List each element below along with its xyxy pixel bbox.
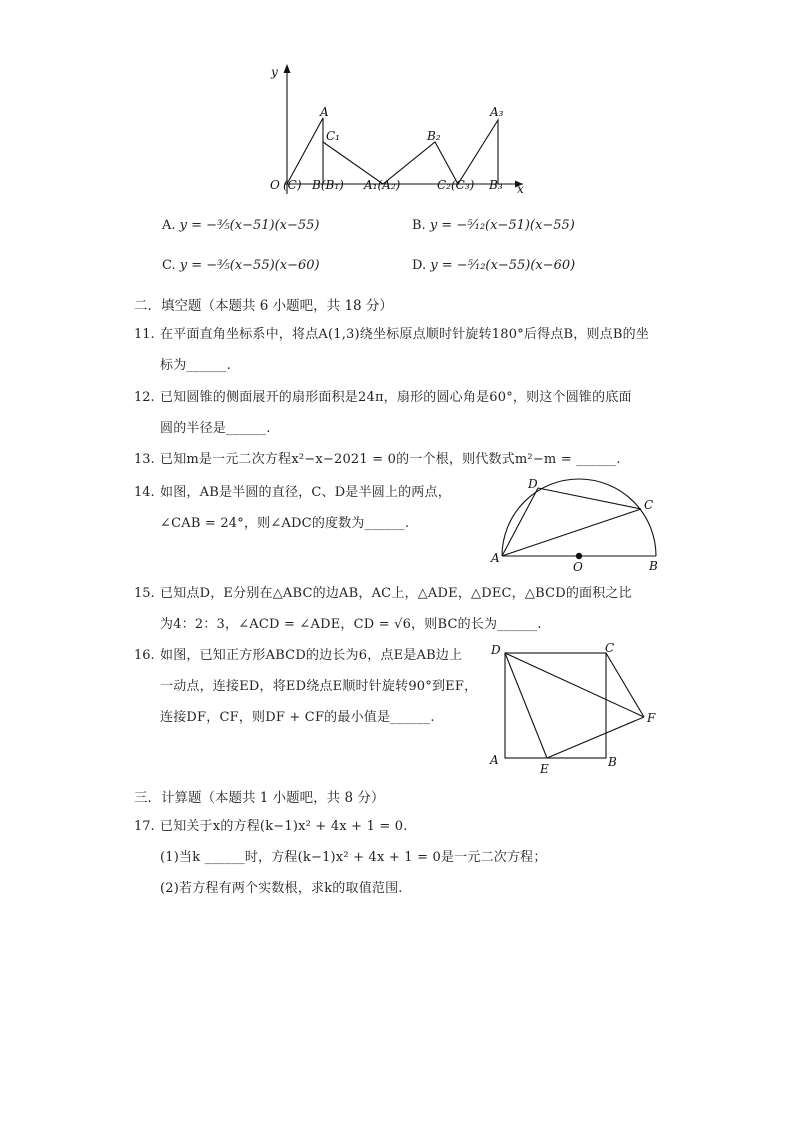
- choice-a-text: y = −³⁄₅(x−51)(x−55): [179, 218, 320, 233]
- q16-label-e: E: [540, 762, 549, 776]
- q13-line1: 已知m是一元二次方程x²−x−2021 = 0的一个根，则代数式m²−m = ______.: [160, 452, 621, 467]
- choice-c-text: y = −³⁄₅(x−55)(x−60): [179, 258, 320, 273]
- q16-line2: 一动点，连接ED，将ED绕点E顺时针旋转90°到EF，: [160, 679, 478, 694]
- q14-semicircle-figure: [486, 474, 676, 574]
- q16-label-b: B: [608, 755, 617, 769]
- triangle-oab: [287, 118, 323, 184]
- choice-b[interactable]: [412, 218, 575, 233]
- segment-df: [505, 653, 644, 717]
- center-point-o: [576, 553, 582, 559]
- point-b-b1-label: B(B₁): [312, 178, 344, 192]
- q11-number: 11.: [134, 327, 155, 342]
- q14-label-d: D: [528, 477, 538, 491]
- q17-number: 17.: [134, 819, 155, 834]
- q15-number: 15.: [134, 586, 155, 601]
- q12-line2: 圆的半径是______.: [160, 421, 271, 436]
- q17-line1: 已知关于x的方程(k−1)x² + 4x + 1 = 0.: [160, 819, 408, 834]
- q14-label-c: C: [644, 498, 654, 512]
- chord-dc: [538, 488, 641, 509]
- q11-line1: 在平面直角坐标系中，将点A(1,3)绕坐标原点顺时针旋转180°后得点B，则点B的坐: [160, 327, 650, 342]
- point-b2-label: B₂: [427, 129, 441, 143]
- q17-part2: (2)若方程有两个实数根，求k的取值范围.: [160, 881, 403, 896]
- point-c1-label: C₁: [326, 129, 340, 143]
- q13-number: 13.: [134, 452, 155, 467]
- point-a-label: A: [320, 105, 329, 119]
- choice-a[interactable]: [162, 218, 319, 233]
- choice-c[interactable]: [162, 258, 320, 273]
- choice-d-text: y = −⁵⁄₁₂(x−55)(x−60): [430, 258, 576, 273]
- q14-line2: ∠CAB = 24°，则∠ADC的度数为______.: [160, 516, 410, 531]
- q14-label-o: O: [573, 560, 583, 574]
- q15-line2: 为4：2：3，∠ACD = ∠ADE，CD = √6，则BC的长为______.: [160, 617, 542, 632]
- q12-number: 12.: [134, 390, 155, 405]
- q14-label-b: B: [649, 559, 658, 573]
- origin-label: O: [270, 178, 280, 192]
- choice-b-letter: B.: [412, 218, 426, 233]
- q12-line1: 已知圆锥的侧面展开的扇形面积是24π，扇形的圆心角是60°，则这个圆锥的底面: [160, 390, 632, 405]
- choice-d[interactable]: [412, 258, 575, 273]
- q16-label-a: A: [490, 753, 499, 767]
- segment-de: [505, 653, 547, 758]
- choice-d-letter: D.: [412, 258, 427, 273]
- section-3-heading: 三．计算题（本题共 1 小题吧，共 8 分）: [134, 790, 385, 806]
- q10-coordinate-figure: [255, 58, 535, 200]
- q14-line1: 如图，AB是半圆的直径，C、D是半圆上的两点，: [160, 485, 451, 500]
- choice-a-letter: A.: [162, 218, 176, 233]
- point-c2-c3-label: C₂(C₃): [437, 178, 475, 192]
- q16-number: 16.: [134, 648, 155, 663]
- y-axis-arrow-icon: [284, 64, 291, 73]
- q14-number: 14.: [134, 485, 155, 500]
- segment-cf: [606, 653, 644, 717]
- q14-label-a: A: [491, 551, 500, 565]
- point-a1-a2-label: A₁(A₂): [364, 178, 401, 192]
- q16-label-c: C: [605, 641, 615, 655]
- axis-y-label: y: [271, 65, 278, 79]
- axis-x-label: x: [517, 182, 524, 196]
- q16-label-d: D: [491, 643, 501, 657]
- point-b3-label: B₃: [489, 178, 503, 192]
- rotated-triangles-path: [323, 120, 498, 184]
- q17-part1: (1)当k ______时，方程(k−1)x² + 4x + 1 = 0是一元二次方程；: [160, 850, 547, 865]
- point-c-label: (C): [283, 178, 302, 192]
- segment-ef: [547, 717, 644, 758]
- section-2-heading: 二．填空题（本题共 6 小题吧，共 18 分）: [134, 298, 393, 314]
- choice-b-text: y = −⁵⁄₁₂(x−51)(x−55): [429, 218, 575, 233]
- q16-line3: 连接DF，CF，则DF + CF的最小值是______.: [160, 710, 435, 725]
- q16-label-f: F: [647, 711, 656, 725]
- choice-c-letter: C.: [162, 258, 176, 273]
- q15-line1: 已知点D，E分别在△ABC的边AB，AC上，△ADE，△DEC，△BCD的面积之比: [160, 586, 632, 601]
- square-abcd: [505, 653, 606, 758]
- point-a3-label: A₃: [490, 105, 504, 119]
- q11-line2: 标为______.: [160, 358, 231, 373]
- q16-square-figure: [484, 638, 664, 778]
- q16-line1: 如图，已知正方形ABCD的边长为6，点E是AB边上: [160, 648, 463, 663]
- semicircle-arc: [502, 479, 656, 556]
